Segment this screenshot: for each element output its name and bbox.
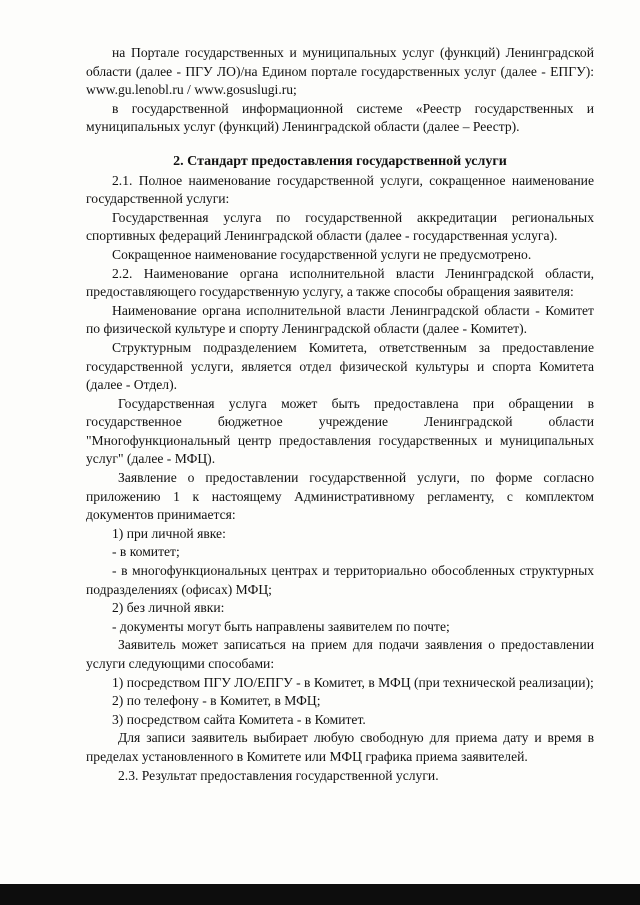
document-body — [86, 44, 594, 785]
list-item-remote: 2) без личной явки: — [112, 600, 225, 616]
paragraph-scheduling: Для записи заявитель выбирает любую свободную для приема дату и время в пределах установленного в Комитете или МФЦ графика приема заявителей. — [86, 730, 594, 764]
paragraph-2-3: 2.3. Результат предоставления государственной услуги. — [118, 767, 439, 783]
list-item-mfc-offices: - в многофункциональных центрах и территориально обособленных структурных подразделениях (офисах) МФЦ; — [86, 563, 594, 597]
paragraph-application: Заявление о предоставлении государственной услуги, по форме согласно приложению 1 к настоящему Административному регламенту, с комплектом документов принимается: — [86, 470, 594, 523]
paragraph-portal: на Портале государственных и муниципальных услуг (функций) Ленинградской области (далее - ПГУ ЛО)/на Едином портале государственных услуг (далее - ЕПГУ): www.gu.lenobl.ru / www.gosuslugi.ru; — [86, 45, 594, 98]
scan-bottom-edge — [0, 884, 640, 905]
list-item-website: 3) посредством сайта Комитета - в Комитет. — [112, 711, 366, 727]
paragraph-authority: Наименование органа исполнительной власти Ленинградской области - Комитет по физической культуре и спорту Ленинградской области (далее - Комитет). — [86, 302, 594, 337]
list-item-phone: 2) по телефону - в Комитет, в МФЦ; — [112, 693, 321, 709]
paragraph-department: Структурным подразделением Комитета, ответственным за предоставление государственной услуги, является отдел физической культуры и спорта Комитета (далее - Отдел). — [86, 339, 594, 393]
list-item-mail: - документы могут быть направлены заявителем по почте; — [112, 618, 450, 634]
list-item-committee: - в комитет; — [112, 544, 180, 560]
paragraph-2-2: 2.2. Наименование органа исполнительной власти Ленинградской области, предоставляющего государственную услугу, а также способы обращения заявителя: — [86, 265, 594, 300]
list-item-portal: 1) посредством ПГУ ЛО/ЕПГУ - в Комитет, в МФЦ (при технической реализации); — [112, 674, 594, 690]
paragraph-full-name: Государственная услуга по государственной аккредитации региональных спортивных федераций Ленинградской области (далее - государственная услуга). — [86, 209, 594, 244]
paragraph-2-1: 2.1. Полное наименование государственной услуги, сокращенное наименование государственной услуги: — [86, 172, 594, 207]
list-item-in-person: 1) при личной явке: — [112, 525, 226, 541]
paragraph-appointment: Заявитель может записаться на прием для подачи заявления о предоставлении услуги следующими способами: — [86, 637, 594, 671]
section-heading: 2. Стандарт предоставления государственной услуги — [173, 153, 507, 169]
paragraph-mfc: Государственная услуга может быть предоставлена при обращении в государственное бюджетное учреждение Ленинградской области "Многофункциональный центр предоставления государственных и муниципальных услуг" (далее - МФЦ). — [86, 395, 594, 467]
paragraph-registry: в государственной информационной системе «Реестр государственных и муниципальных услуг (функций) Ленинградской области (далее – Реестр). — [86, 100, 594, 135]
paragraph-short-name: Сокращенное наименование государственной услуги не предусмотрено. — [112, 246, 532, 262]
